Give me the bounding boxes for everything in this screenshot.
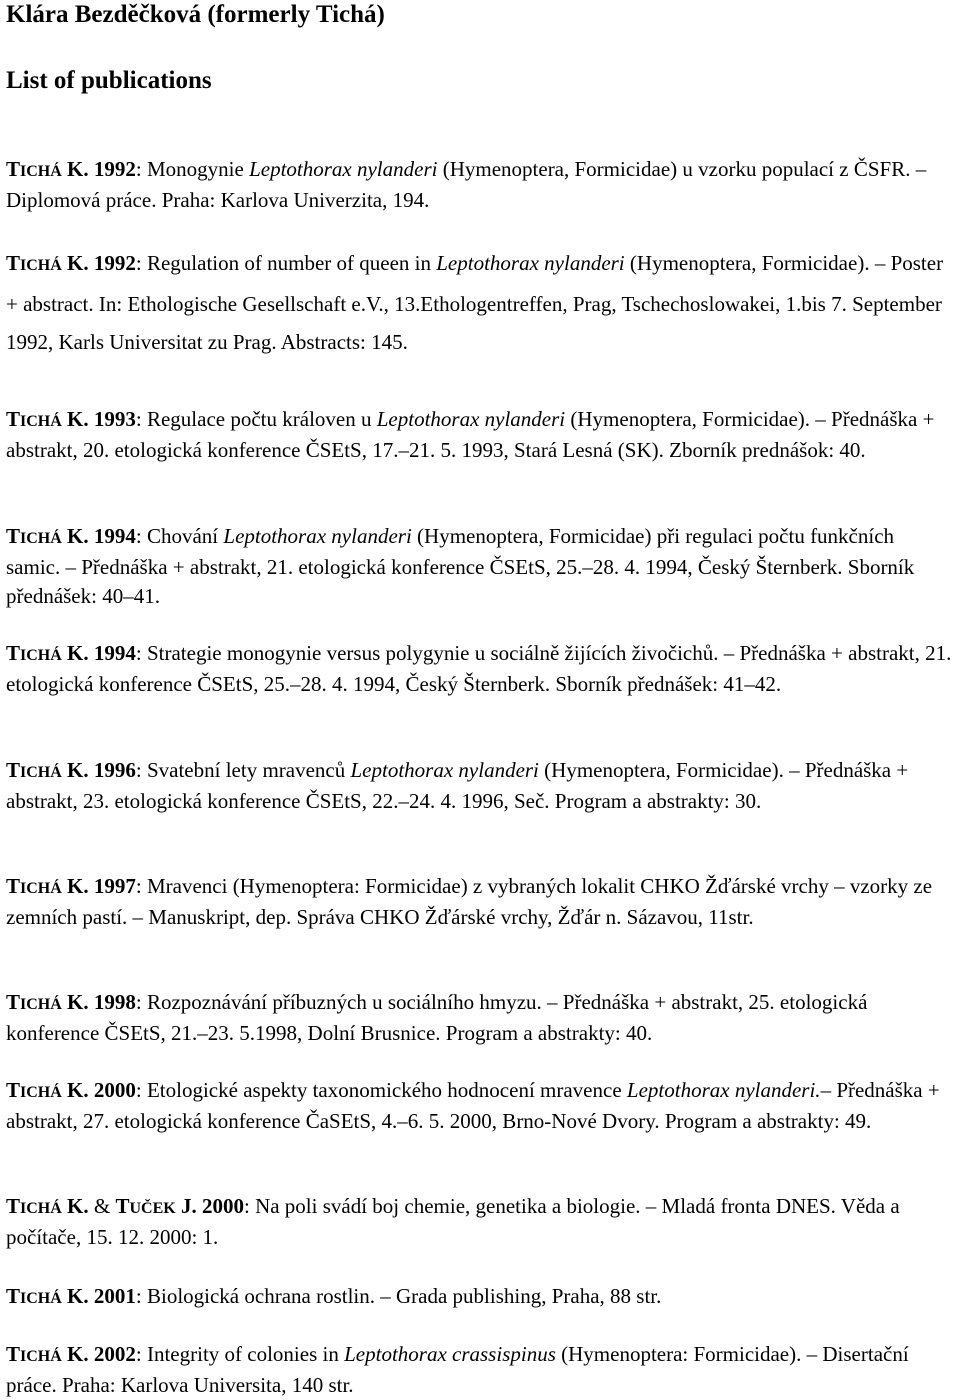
publication-entry: TICHÁ K. 2001: Biologická ochrana rostlin. – Grada publishing, Praha, 88 str.: [6, 1284, 662, 1308]
coauthor-name: TUČEK J.: [115, 1194, 197, 1218]
publication-entry: TICHÁ K. & TUČEK J. 2000: Na poli svádí boj chemie, genetika a biologie. – Mladá fronta DNES. Věda a počítače, 15. 12. 2000: 1.: [6, 1194, 900, 1249]
publication-entry: TICHÁ K. 2002: Integrity of colonies in Leptothorax crassispinus (Hymenoptera: Formicidae). – Disertační práce. Praha: Karlova Universita, 140 str.: [6, 1342, 909, 1397]
publication-year: 2000: [93, 1078, 136, 1102]
author-name: TICHÁ K.: [6, 758, 89, 782]
publication-year: 1992: [93, 251, 136, 275]
author-name: TICHÁ K.: [6, 1194, 89, 1218]
author-name: TICHÁ K.: [6, 641, 89, 665]
publication-entry: TICHÁ K. 1996: Svatební lety mravenců Leptothorax nylanderi (Hymenoptera, Formicidae). – Přednáška + abstrakt, 23. etologická konference ČSEtS, 22.–24. 4. 1996, Seč. Program a abstrakty: 30.: [6, 758, 909, 813]
page-title: Klára Bezděčková (formerly Tichá): [6, 1, 385, 28]
author-name: TICHÁ K.: [6, 990, 89, 1014]
publication-year: 1998: [93, 990, 136, 1014]
publication-year: 1996: [93, 758, 136, 782]
publication-entry: TICHÁ K. 1997: Mravenci (Hymenoptera: Formicidae) z vybraných lokalit CHKO Žďárské vrchy – vzorky ze zemních pastí. – Manuskript, dep. Správa CHKO Žďárské vrchy, Žďár n. Sázavou, 11str.: [6, 874, 933, 929]
author-name: TICHÁ K.: [6, 1078, 89, 1102]
author-name: TICHÁ K.: [6, 1284, 89, 1308]
publication-year: 1997: [93, 874, 136, 898]
author-name: TICHÁ K.: [6, 407, 89, 431]
page-subtitle: List of publications: [6, 67, 212, 94]
publication-year: 2002: [93, 1342, 136, 1366]
publication-entry: TICHÁ K. 2000: Etologické aspekty taxonomického hodnocení mravence Leptothorax nylanderi.– Přednáška + abstrakt, 27. etologická konference ČaSEtS, 4.–6. 5. 2000, Brno-Nové Dvory. Program a abstrakty: 49.: [6, 1078, 940, 1133]
publication-year: 1994: [93, 641, 136, 665]
publication-year: 1992: [93, 157, 136, 181]
author-name: TICHÁ K.: [6, 157, 89, 181]
publication-entry: TICHÁ K. 1994: Strategie monogynie versus polygynie u sociálně žijících živočichů. – Přednáška + abstrakt, 21. etologická konference ČSEtS, 25.–28. 4. 1994, Český Šternberk. Sborník přednášek: 41–42.: [6, 641, 952, 696]
publication-year: 1994: [93, 524, 136, 548]
publication-entry: TICHÁ K. 1992: Regulation of number of queen in Leptothorax nylanderi (Hymenoptera, Formicidae). – Poster + abstract. In: Ethologische Gesellschaft e.V., 13.Ethologentreffen, Prag, Tschechoslowakei, 1.bis 7. September 1992, Karls Universitat zu Prag. Abstracts: 145.: [6, 251, 944, 354]
publication-entry: TICHÁ K. 1998: Rozpoznávání příbuzných u sociálního hmyzu. – Přednáška + abstrakt, 25. etologická konference ČSEtS, 21.–23. 5.1998, Dolní Brusnice. Program a abstrakty: 40.: [6, 990, 868, 1045]
publication-entry: TICHÁ K. 1993: Regulace počtu královen u Leptothorax nylanderi (Hymenoptera, Formicidae). – Přednáška + abstrakt, 20. etologická konference ČSEtS, 17.–21. 5. 1993, Stará Lesná (SK). Zborník prednášok: 40.: [6, 407, 935, 462]
publication-year: 2000: [201, 1194, 244, 1218]
publication-year: 1993: [93, 407, 136, 431]
author-name: TICHÁ K.: [6, 524, 89, 548]
publication-entry: TICHÁ K. 1992: Monogynie Leptothorax nylanderi (Hymenoptera, Formicidae) u vzorku populací z ČSFR. – Diplomová práce. Praha: Karlova Univerzita, 194.: [6, 157, 927, 212]
author-name: TICHÁ K.: [6, 1342, 89, 1366]
publication-year: 2001: [93, 1284, 136, 1308]
publication-entry: TICHÁ K. 1994: Chování Leptothorax nylanderi (Hymenoptera, Formicidae) při regulaci počtu funkčních samic. – Přednáška + abstrakt, 21. etologická konference ČSEtS, 25.–28. 4. 1994, Český Šternberk. Sborník přednášek: 40–41.: [6, 524, 915, 608]
author-name: TICHÁ K.: [6, 251, 89, 275]
author-name: TICHÁ K.: [6, 874, 89, 898]
